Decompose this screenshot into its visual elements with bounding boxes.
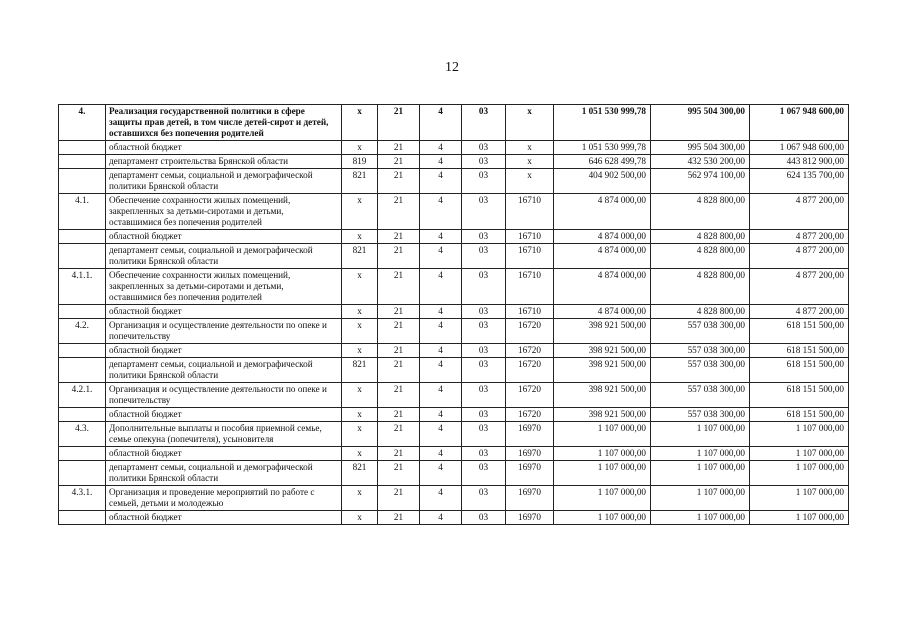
program-code: 03	[462, 194, 506, 230]
target-code: х	[506, 169, 554, 194]
section-code: 21	[378, 105, 420, 141]
program-code: 03	[462, 230, 506, 244]
item-name: департамент семьи, социальной и демографической политики Брянской области	[106, 358, 342, 383]
grbs-code: х	[342, 269, 378, 305]
section-code: 21	[378, 155, 420, 169]
section-code: 21	[378, 230, 420, 244]
amount-year-3: 1 067 948 600,00	[750, 141, 849, 155]
target-code: х	[506, 141, 554, 155]
item-name: Организация и проведение мероприятий по работе с семьей, детьми и молодежью	[106, 486, 342, 511]
amount-year-2: 4 828 800,00	[651, 269, 750, 305]
table-row	[59, 169, 849, 194]
amount-year-3: 1 067 948 600,00	[750, 105, 849, 141]
amount-year-2: 557 038 300,00	[651, 383, 750, 408]
table-row	[59, 422, 849, 447]
amount-year-2: 4 828 800,00	[651, 244, 750, 269]
row-number: 4.	[59, 105, 106, 141]
row-number	[59, 461, 106, 486]
section-code: 21	[378, 408, 420, 422]
table-row	[59, 155, 849, 169]
row-number	[59, 155, 106, 169]
item-name: Обеспечение сохранности жилых помещений, закрепленных за детьми-сиротами и детьми, оставшимися без попечения родителей	[106, 269, 342, 305]
section-code: 21	[378, 244, 420, 269]
grbs-code: х	[342, 408, 378, 422]
amount-year-3: 618 151 500,00	[750, 358, 849, 383]
row-number	[59, 244, 106, 269]
table-row	[59, 486, 849, 511]
target-code: х	[506, 105, 554, 141]
target-code: 16970	[506, 461, 554, 486]
target-code: 16720	[506, 319, 554, 344]
subsection-code: 4	[420, 244, 462, 269]
grbs-code: х	[342, 319, 378, 344]
row-number: 4.1.	[59, 194, 106, 230]
amount-year-3: 4 877 200,00	[750, 305, 849, 319]
program-code: 03	[462, 269, 506, 305]
item-name: департамент семьи, социальной и демографической политики Брянской области	[106, 461, 342, 486]
target-code: 16710	[506, 269, 554, 305]
target-code: 16710	[506, 230, 554, 244]
grbs-code: 821	[342, 169, 378, 194]
section-code: 21	[378, 511, 420, 525]
section-code: 21	[378, 358, 420, 383]
amount-year-2: 557 038 300,00	[651, 358, 750, 383]
row-number	[59, 169, 106, 194]
table-row	[59, 461, 849, 486]
amount-year-2: 432 530 200,00	[651, 155, 750, 169]
amount-year-1: 4 874 000,00	[554, 269, 651, 305]
program-code: 03	[462, 344, 506, 358]
program-code: 03	[462, 169, 506, 194]
subsection-code: 4	[420, 408, 462, 422]
target-code: 16720	[506, 344, 554, 358]
item-name: областной бюджет	[106, 305, 342, 319]
amount-year-3: 624 135 700,00	[750, 169, 849, 194]
subsection-code: 4	[420, 305, 462, 319]
subsection-code: 4	[420, 511, 462, 525]
amount-year-2: 557 038 300,00	[651, 408, 750, 422]
amount-year-2: 562 974 100,00	[651, 169, 750, 194]
amount-year-2: 4 828 800,00	[651, 194, 750, 230]
subsection-code: 4	[420, 422, 462, 447]
row-number	[59, 141, 106, 155]
item-name: областной бюджет	[106, 511, 342, 525]
subsection-code: 4	[420, 169, 462, 194]
subsection-code: 4	[420, 358, 462, 383]
item-name: областной бюджет	[106, 408, 342, 422]
section-code: 21	[378, 141, 420, 155]
row-number: 4.2.1.	[59, 383, 106, 408]
amount-year-3: 1 107 000,00	[750, 447, 849, 461]
amount-year-3: 618 151 500,00	[750, 319, 849, 344]
program-code: 03	[462, 105, 506, 141]
program-code: 03	[462, 486, 506, 511]
subsection-code: 4	[420, 141, 462, 155]
table-row	[59, 319, 849, 344]
item-name: областной бюджет	[106, 344, 342, 358]
subsection-code: 4	[420, 269, 462, 305]
section-code: 21	[378, 461, 420, 486]
amount-year-1: 1 107 000,00	[554, 422, 651, 447]
subsection-code: 4	[420, 319, 462, 344]
row-number: 4.2.	[59, 319, 106, 344]
grbs-code: х	[342, 447, 378, 461]
table-row	[59, 141, 849, 155]
amount-year-3: 1 107 000,00	[750, 461, 849, 486]
program-code: 03	[462, 141, 506, 155]
table-row	[59, 383, 849, 408]
amount-year-1: 398 921 500,00	[554, 408, 651, 422]
amount-year-1: 646 628 499,78	[554, 155, 651, 169]
target-code: 16970	[506, 486, 554, 511]
table-row	[59, 230, 849, 244]
table-row	[59, 269, 849, 305]
amount-year-3: 618 151 500,00	[750, 344, 849, 358]
target-code: 16970	[506, 447, 554, 461]
grbs-code: 821	[342, 461, 378, 486]
subsection-code: 4	[420, 155, 462, 169]
target-code: 16720	[506, 408, 554, 422]
amount-year-1: 404 902 500,00	[554, 169, 651, 194]
item-name: областной бюджет	[106, 230, 342, 244]
table-row	[59, 408, 849, 422]
page-number: 12	[445, 60, 459, 75]
subsection-code: 4	[420, 230, 462, 244]
amount-year-1: 1 107 000,00	[554, 486, 651, 511]
amount-year-2: 557 038 300,00	[651, 344, 750, 358]
amount-year-1: 398 921 500,00	[554, 383, 651, 408]
item-name: Организация и осуществление деятельности по опеке и попечительству	[106, 383, 342, 408]
amount-year-3: 4 877 200,00	[750, 194, 849, 230]
subsection-code: 4	[420, 461, 462, 486]
amount-year-1: 4 874 000,00	[554, 230, 651, 244]
grbs-code: 821	[342, 358, 378, 383]
amount-year-1: 398 921 500,00	[554, 319, 651, 344]
row-number: 4.3.	[59, 422, 106, 447]
row-number: 4.1.1.	[59, 269, 106, 305]
target-code: 16720	[506, 383, 554, 408]
row-number	[59, 358, 106, 383]
target-code: 16710	[506, 305, 554, 319]
amount-year-2: 995 504 300,00	[651, 141, 750, 155]
subsection-code: 4	[420, 447, 462, 461]
section-code: 21	[378, 383, 420, 408]
section-code: 21	[378, 344, 420, 358]
amount-year-2: 1 107 000,00	[651, 461, 750, 486]
program-code: 03	[462, 383, 506, 408]
item-name: департамент строительства Брянской области	[106, 155, 342, 169]
subsection-code: 4	[420, 194, 462, 230]
amount-year-1: 4 874 000,00	[554, 244, 651, 269]
section-code: 21	[378, 194, 420, 230]
target-code: 16720	[506, 358, 554, 383]
amount-year-2: 557 038 300,00	[651, 319, 750, 344]
amount-year-3: 1 107 000,00	[750, 422, 849, 447]
program-code: 03	[462, 155, 506, 169]
amount-year-3: 1 107 000,00	[750, 511, 849, 525]
target-code: 16710	[506, 244, 554, 269]
program-code: 03	[462, 408, 506, 422]
amount-year-1: 1 051 530 999,78	[554, 105, 651, 141]
section-code: 21	[378, 305, 420, 319]
item-name: Организация и осуществление деятельности по опеке и попечительству	[106, 319, 342, 344]
row-number	[59, 230, 106, 244]
section-code: 21	[378, 319, 420, 344]
table-row	[59, 344, 849, 358]
grbs-code: х	[342, 141, 378, 155]
target-code: 16970	[506, 422, 554, 447]
program-code: 03	[462, 244, 506, 269]
target-code: 16710	[506, 194, 554, 230]
table-row	[59, 194, 849, 230]
section-code: 21	[378, 447, 420, 461]
table-row	[59, 358, 849, 383]
amount-year-1: 398 921 500,00	[554, 344, 651, 358]
amount-year-1: 1 107 000,00	[554, 447, 651, 461]
budget-table	[58, 104, 849, 525]
subsection-code: 4	[420, 486, 462, 511]
program-code: 03	[462, 511, 506, 525]
subsection-code: 4	[420, 105, 462, 141]
amount-year-3: 1 107 000,00	[750, 486, 849, 511]
row-number	[59, 447, 106, 461]
subsection-code: 4	[420, 383, 462, 408]
amount-year-1: 1 051 530 999,78	[554, 141, 651, 155]
amount-year-2: 995 504 300,00	[651, 105, 750, 141]
grbs-code: х	[342, 344, 378, 358]
item-name: Обеспечение сохранности жилых помещений, закрепленных за детьми-сиротами и детьми, оставшимися без попечения родителей	[106, 194, 342, 230]
table-row	[59, 447, 849, 461]
item-name: Дополнительные выплаты и пособия приемной семье, семье опекуна (попечителя), усыновителя	[106, 422, 342, 447]
program-code: 03	[462, 319, 506, 344]
amount-year-3: 618 151 500,00	[750, 383, 849, 408]
table-row	[59, 511, 849, 525]
grbs-code: х	[342, 383, 378, 408]
grbs-code: х	[342, 486, 378, 511]
amount-year-2: 1 107 000,00	[651, 422, 750, 447]
section-code: 21	[378, 486, 420, 511]
row-number	[59, 511, 106, 525]
program-code: 03	[462, 305, 506, 319]
section-code: 21	[378, 422, 420, 447]
section-code: 21	[378, 269, 420, 305]
amount-year-1: 1 107 000,00	[554, 461, 651, 486]
amount-year-3: 4 877 200,00	[750, 230, 849, 244]
program-code: 03	[462, 461, 506, 486]
program-code: 03	[462, 422, 506, 447]
row-number	[59, 305, 106, 319]
amount-year-3: 618 151 500,00	[750, 408, 849, 422]
row-number	[59, 344, 106, 358]
grbs-code: х	[342, 230, 378, 244]
amount-year-3: 443 812 900,00	[750, 155, 849, 169]
target-code: 16970	[506, 511, 554, 525]
item-name: областной бюджет	[106, 141, 342, 155]
grbs-code: х	[342, 422, 378, 447]
amount-year-2: 4 828 800,00	[651, 230, 750, 244]
program-code: 03	[462, 447, 506, 461]
grbs-code: х	[342, 105, 378, 141]
table-row	[59, 305, 849, 319]
grbs-code: х	[342, 511, 378, 525]
item-name: департамент семьи, социальной и демографической политики Брянской области	[106, 244, 342, 269]
section-code: 21	[378, 169, 420, 194]
amount-year-2: 4 828 800,00	[651, 305, 750, 319]
item-name: областной бюджет	[106, 447, 342, 461]
amount-year-2: 1 107 000,00	[651, 447, 750, 461]
grbs-code: х	[342, 305, 378, 319]
grbs-code: х	[342, 194, 378, 230]
program-code: 03	[462, 358, 506, 383]
amount-year-1: 4 874 000,00	[554, 305, 651, 319]
amount-year-1: 398 921 500,00	[554, 358, 651, 383]
amount-year-1: 4 874 000,00	[554, 194, 651, 230]
row-number	[59, 408, 106, 422]
amount-year-3: 4 877 200,00	[750, 244, 849, 269]
target-code: х	[506, 155, 554, 169]
amount-year-2: 1 107 000,00	[651, 511, 750, 525]
grbs-code: 821	[342, 244, 378, 269]
amount-year-3: 4 877 200,00	[750, 269, 849, 305]
table-row	[59, 105, 849, 141]
row-number: 4.3.1.	[59, 486, 106, 511]
amount-year-1: 1 107 000,00	[554, 511, 651, 525]
item-name: департамент семьи, социальной и демографической политики Брянской области	[106, 169, 342, 194]
grbs-code: 819	[342, 155, 378, 169]
item-name: Реализация государственной политики в сфере защиты прав детей, в том числе детей-сирот и детей, оставшихся без попечения родителей	[106, 105, 342, 141]
table-row	[59, 244, 849, 269]
subsection-code: 4	[420, 344, 462, 358]
amount-year-2: 1 107 000,00	[651, 486, 750, 511]
